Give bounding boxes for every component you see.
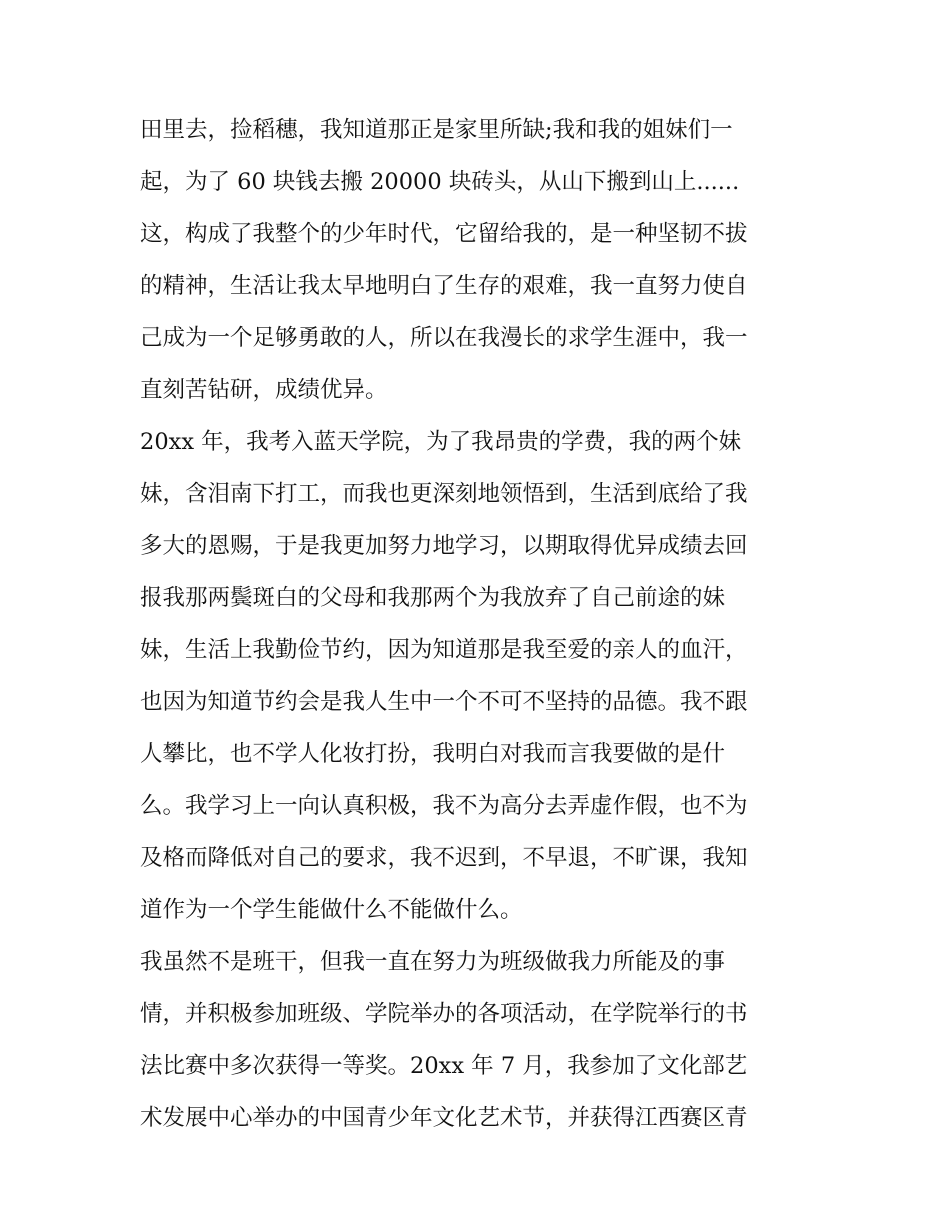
text-line: 么。我学习上一向认真积极，我不为高分去弄虚作假，也不为 xyxy=(140,793,748,819)
text-line: 己成为一个足够勇敢的人，所以在我漫长的求学生涯中，我一 xyxy=(140,325,748,351)
text-line: 人攀比，也不学人化妆打扮，我明白对我而言我要做的是什 xyxy=(140,741,726,767)
text-line: 法比赛中多次获得一等奖。20xx 年 7 月，我参加了文化部艺 xyxy=(140,1053,748,1079)
text-line: 道作为一个学生能做什么不能做什么。 xyxy=(140,897,523,923)
text-line: 及格而降低对自己的要求，我不迟到，不早退，不旷课，我知 xyxy=(140,845,748,871)
text-line: 起，为了 60 块钱去搬 20000 块砖头，从山下搬到山上...... xyxy=(140,169,740,195)
text-line: 术发展中心举办的中国青少年文化艺术节，并获得江西赛区青 xyxy=(140,1105,748,1131)
text-line: 多大的恩赐，于是我更加努力地学习，以期取得优异成绩去回 xyxy=(140,533,748,559)
text-line: 的精神，生活让我太早地明白了生存的艰难，我一直努力使自 xyxy=(140,273,748,299)
body-text xyxy=(140,104,820,1144)
text-line: 田里去，捡稻穗，我知道那正是家里所缺;我和我的姐妹们一 xyxy=(140,117,733,143)
text-line: 妹，含泪南下打工，而我也更深刻地领悟到，生活到底给了我 xyxy=(140,481,748,507)
text-line: 20xx 年，我考入蓝天学院，为了我昂贵的学费，我的两个妹 xyxy=(140,429,742,455)
text-line: 也因为知道节约会是我人生中一个不可不坚持的品德。我不跟 xyxy=(140,689,748,715)
text-line: 情，并积极参加班级、学院举办的各项活动，在学院举行的书 xyxy=(140,1001,748,1027)
text-line: 我虽然不是班干，但我一直在努力为班级做我力所能及的事 xyxy=(140,949,726,975)
text-line: 直刻苦钻研，成绩优异。 xyxy=(140,377,388,403)
text-line: 妹，生活上我勤俭节约，因为知道那是我至爱的亲人的血汗， xyxy=(140,637,748,663)
text-line: 这，构成了我整个的少年时代，它留给我的，是一种坚韧不拔 xyxy=(140,221,748,247)
text-line: 报我那两鬓斑白的父母和我那两个为我放弃了自己前途的妹 xyxy=(140,585,726,611)
